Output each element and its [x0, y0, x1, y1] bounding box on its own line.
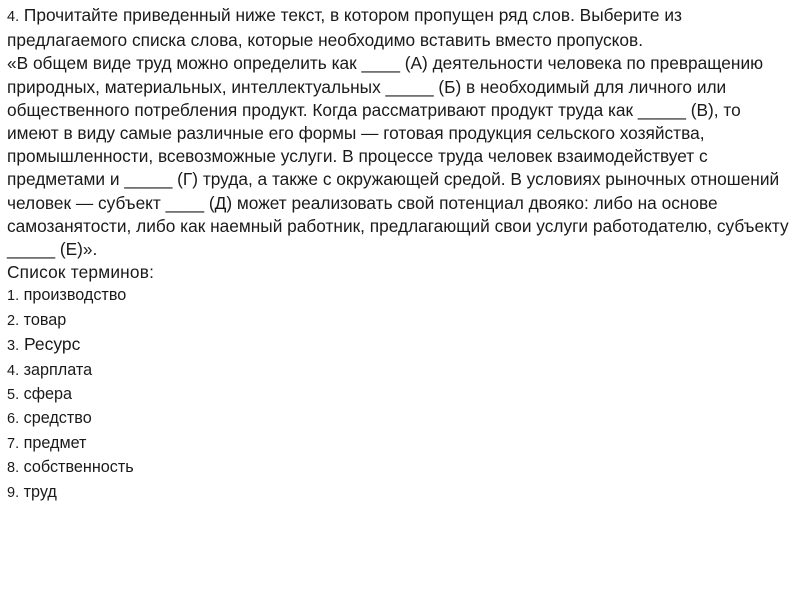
term-text: товар: [23, 310, 67, 329]
term-number: 5.: [7, 387, 20, 404]
term-text: Ресурс: [23, 334, 81, 355]
term-text: сфера: [23, 385, 73, 404]
term-text: собственность: [23, 458, 134, 477]
task-instruction-text: Прочитайте приведенный ниже текст, в котором пропущен ряд слов. Выберите из предлагаемого списка слова, которые необходимо вставить вместо пропусков.: [7, 5, 682, 51]
term-text: предмет: [23, 433, 87, 452]
term-number: 7.: [7, 435, 20, 452]
term-text: зарплата: [23, 360, 93, 379]
terms-list: [7, 284, 793, 505]
term-number: 1.: [7, 288, 20, 305]
task-instruction: [7, 4, 793, 52]
term-number: 4.: [7, 362, 20, 379]
terms-title: Список терминов:: [7, 262, 155, 283]
term-text: производство: [23, 286, 127, 305]
term-text: средство: [23, 409, 92, 428]
task-number: 4.: [7, 9, 20, 25]
term-item: [7, 383, 793, 407]
document-page: [7, 4, 793, 505]
term-number: 9.: [7, 484, 20, 501]
term-item: [7, 359, 793, 383]
term-item: [7, 284, 793, 308]
passage-text: «В общем виде труд можно определить как ____ (А) деятельности человека по превращению природных, материальных, интеллектуальных _____ (Б) в необходимый для личного или общественного потребления продукт. Когда рассматривают продукт труда как _____ (В), то имеют в виду самые различные его формы — готовая продукция сельского хозяйства, промышленности, всевозможные услуги. В процессе труда человек взаимодействует с предметами и _____ (Г) труда, а также с окружающей средой. В условиях рыночных отношений человек — субъект ____ (Д) может реализовать свой потенциал двояко: либо на основе самозанятости, либо как наемный работник, предлагающий свои услуги работодателю, субъекту _____ (Е)».: [7, 53, 789, 260]
term-item: [7, 309, 793, 333]
term-number: 6.: [7, 411, 20, 428]
term-item: [7, 333, 793, 358]
term-item: [7, 456, 793, 480]
term-item: [7, 432, 793, 456]
term-number: 3.: [7, 338, 20, 355]
term-text: труд: [23, 482, 57, 501]
term-number: 8.: [7, 460, 20, 477]
term-number: 2.: [7, 312, 20, 329]
term-item: [7, 407, 793, 431]
term-item: [7, 481, 793, 505]
